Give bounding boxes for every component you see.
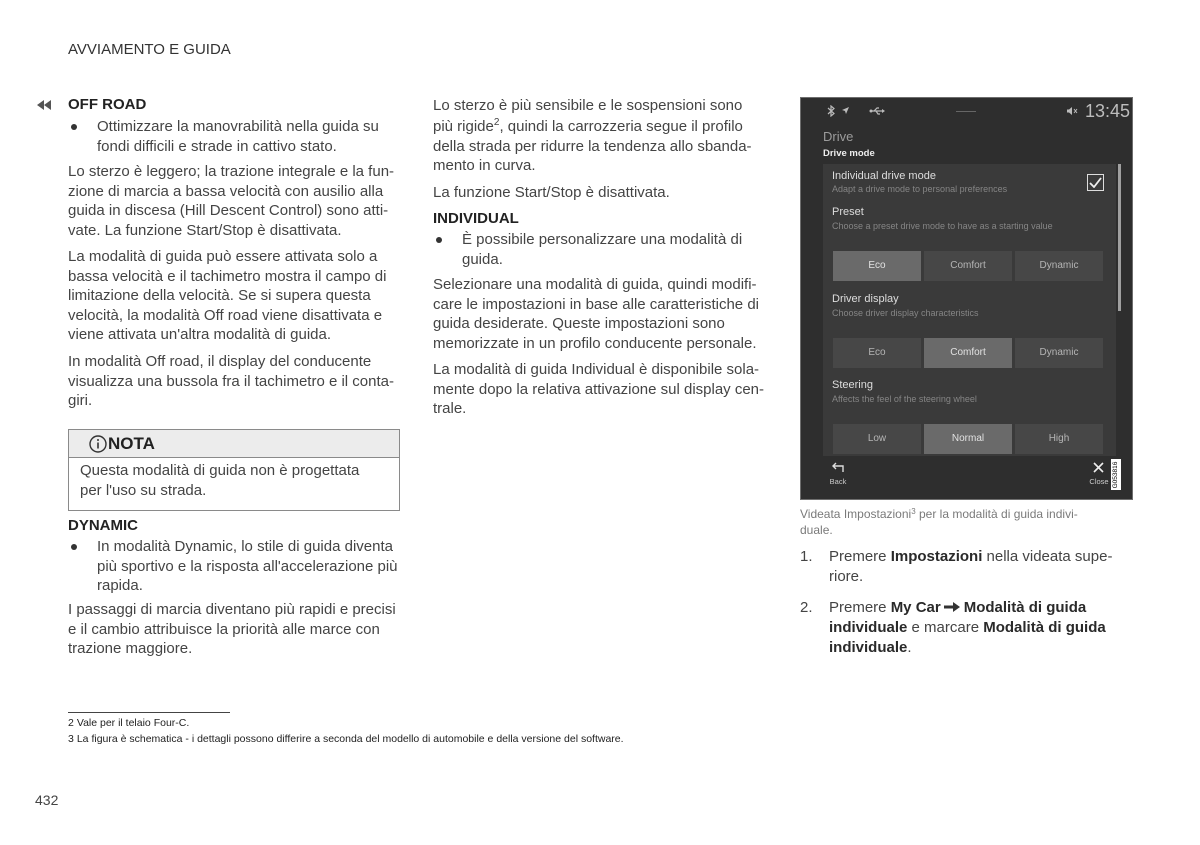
menu-term: individuale — [829, 639, 908, 656]
text-run: Premere — [829, 599, 891, 616]
bullet-line: È possibile personalizzare una modalità di — [462, 231, 743, 248]
settings-screen-figure — [800, 97, 1133, 500]
bullet-line: rapida. — [97, 577, 143, 594]
menu-term: My Car — [890, 599, 941, 616]
previous-section-icon — [37, 100, 51, 110]
paragraph — [433, 360, 764, 419]
note-line: per l'uso su strada. — [80, 481, 207, 499]
paragraph-line: mento in curva. — [433, 157, 536, 174]
text-run: nella videata supe- — [982, 548, 1113, 565]
footnote-reference: 3 — [911, 507, 916, 516]
bullet-item — [68, 537, 398, 596]
menu-term: Impostazioni — [890, 548, 983, 565]
menu-term: individuale — [829, 619, 908, 636]
setting-label: Driver display — [832, 293, 899, 305]
speaker-muted-icon — [1066, 106, 1078, 116]
step-line — [829, 638, 1106, 658]
paragraph-line: giri. — [68, 392, 93, 409]
step-text — [829, 598, 1106, 658]
paragraph: La funzione Start/Stop è disattivata. — [433, 184, 670, 201]
paragraph-line: trale. — [433, 400, 467, 417]
note-box — [68, 429, 400, 511]
usb-icon — [869, 107, 885, 115]
note-line: Questa modalità di guida non è progettata — [80, 462, 360, 479]
bullet-line: fondi difficili e strade in cattivo stato. — [97, 137, 337, 155]
paragraph — [68, 352, 394, 411]
paragraph — [68, 162, 394, 240]
section-header: AVVIAMENTO E GUIDA — [68, 41, 231, 58]
paragraph-line: bassa velocità e il tachimetro mostra il campo di — [68, 267, 387, 285]
step-text — [829, 547, 1112, 587]
text-run: Videata Impostazioni — [800, 507, 912, 521]
setting-description: Affects the feel of the steering wheel — [832, 394, 977, 404]
screen-page-title: Drive mode — [823, 148, 875, 159]
paragraph-line: visualizza una bussola fra il tachimetro e il conta- — [68, 372, 394, 390]
footnote — [68, 716, 189, 730]
setting-label: Steering — [832, 379, 873, 391]
step-line: riore. — [829, 568, 864, 585]
bluetooth-icon — [827, 105, 835, 117]
paragraph-line — [433, 117, 752, 137]
page-number: 432 — [35, 792, 59, 808]
step-line — [829, 547, 1112, 567]
text-run: . — [907, 639, 912, 656]
text-run: Premere — [829, 548, 891, 565]
back-label: Back — [829, 477, 847, 486]
caption-line — [800, 506, 1078, 522]
caption-line: duale. — [800, 523, 833, 537]
steering-segmented-control — [833, 424, 1103, 454]
bullet-line: più sportivo e la risposta all'accelerazione più — [97, 557, 398, 575]
paragraph-line: velocità, la modalità Off road viene disattivata e — [68, 306, 383, 324]
footnote-number: 2 — [68, 717, 74, 729]
step-number: 2. — [800, 599, 813, 616]
segment-option: Eco — [833, 251, 921, 281]
segment-option: Eco — [833, 338, 921, 368]
paragraph-line: e il cambio attribuisce la priorità alle marce con — [68, 620, 380, 638]
paragraph-line: Selezionare una modalità di guida, quindi modifi- — [433, 276, 757, 293]
paragraph — [433, 95, 752, 176]
note-body — [80, 461, 359, 500]
footnote-text: La figura è schematica - i dettagli possono differire a seconda del modello di automobile e della versione del software. — [76, 733, 624, 745]
paragraph-line: vate. La funzione Start/Stop è disattivata. — [68, 221, 342, 239]
arrow-right-icon — [944, 601, 960, 613]
bullet-line: guida. — [462, 250, 503, 268]
preset-segmented-control — [833, 251, 1103, 281]
navigation-icon — [841, 106, 850, 115]
dynamic-heading: DYNAMIC — [68, 517, 138, 534]
paragraph-line: zione di marcia a bassa velocità con ausilio alla — [68, 182, 384, 200]
setting-label: Individual drive mode — [832, 170, 936, 182]
back-icon — [831, 462, 845, 473]
step-item — [800, 598, 1130, 658]
individual-drive-mode-checkbox — [1087, 174, 1104, 191]
off-road-heading: OFF ROAD — [68, 96, 147, 113]
step-number: 1. — [800, 548, 813, 565]
segment-option: Dynamic — [1015, 338, 1103, 368]
step-item — [800, 547, 1130, 587]
segment-option: High — [1015, 424, 1103, 454]
image-code — [1111, 459, 1121, 490]
segment-option: Dynamic — [1015, 251, 1103, 281]
note-title: NOTA — [108, 434, 155, 453]
segment-option: Normal — [924, 424, 1012, 454]
info-icon — [89, 435, 107, 453]
individual-heading: INDIVIDUAL — [433, 210, 519, 227]
segment-option: Comfort — [924, 251, 1012, 281]
setting-label: Preset — [832, 206, 864, 218]
paragraph-line: della strada per ridurre la tendenza allo sbanda- — [433, 137, 752, 155]
paragraph-line: Lo sterzo è leggero; la trazione integrale e la fun- — [68, 163, 395, 180]
paragraph-line: trazione maggiore. — [68, 640, 193, 657]
setting-description: Choose a preset drive mode to have as a starting value — [832, 221, 1053, 231]
paragraph-line: viene attivata un'altra modalità di guida. — [68, 326, 332, 343]
paragraph-line: limitazione della velocità. Se si supera questa — [68, 287, 371, 304]
bullet-line: In modalità Dynamic, lo stile di guida diventa — [97, 538, 393, 555]
bullet-item — [433, 230, 742, 269]
paragraph-line: La modalità di guida può essere attivata solo a — [68, 248, 378, 265]
close-label: Close — [1089, 477, 1109, 486]
checkmark-icon — [1089, 177, 1102, 188]
paragraph-line: I passaggi di marcia diventano più rapidi e precisi — [68, 601, 396, 618]
menu-term: Modalità di guida — [963, 599, 1087, 616]
paragraph-line: care le impostazioni in base alle caratteristiche di — [433, 295, 759, 313]
paragraph-line: guida in discesa (Hill Descent Control) sono atti- — [68, 202, 389, 219]
footnote-rule — [68, 712, 230, 713]
setting-description: Adapt a drive mode to personal preferences — [832, 184, 1008, 194]
figure-caption — [800, 506, 1078, 538]
paragraph — [433, 275, 759, 353]
paragraph-line: memorizzate in un profilo conducente personale. — [433, 334, 757, 352]
step-line — [829, 598, 1106, 618]
note-header — [69, 430, 399, 458]
status-time: 13:45 — [1085, 101, 1131, 121]
paragraph-line: guida desiderate. Queste impostazioni sono — [433, 315, 725, 332]
step-line — [829, 618, 1106, 638]
image-code-text: G053816 — [1112, 461, 1119, 488]
driver-display-segmented-control — [833, 338, 1103, 368]
text-run: più rigide — [433, 118, 494, 135]
paragraph — [68, 600, 396, 659]
menu-term: Modalità di guida — [983, 619, 1106, 636]
text-run: e marcare — [907, 619, 984, 636]
footnote-reference: 2 — [493, 117, 500, 128]
paragraph-line: Lo sterzo è più sensibile e le sospensioni sono — [433, 97, 743, 114]
status-bar-handle — [956, 111, 976, 112]
close-icon — [1093, 462, 1104, 473]
text-run: , quindi la carrozzeria segue il profilo — [499, 118, 743, 135]
bullet-item — [68, 117, 379, 156]
text-run: per la modalità di guida indivi- — [915, 507, 1078, 521]
screen-app-title: Drive — [823, 129, 854, 144]
scrollbar — [1118, 164, 1121, 311]
segment-option: Comfort — [924, 338, 1012, 368]
paragraph — [68, 247, 386, 345]
footnote — [68, 732, 624, 746]
paragraph-line: In modalità Off road, il display del conducente — [68, 353, 372, 370]
footnote-text: Vale per il telaio Four-C. — [76, 717, 190, 729]
paragraph-line: mente dopo la relativa attivazione sul display cen- — [433, 380, 765, 398]
segment-option: Low — [833, 424, 921, 454]
footnote-number: 3 — [68, 733, 74, 745]
paragraph-line: La modalità di guida Individual è disponibile sola- — [433, 361, 760, 378]
setting-description: Choose driver display characteristics — [832, 308, 979, 318]
bullet-line: Ottimizzare la manovrabilità nella guida su — [97, 118, 379, 135]
